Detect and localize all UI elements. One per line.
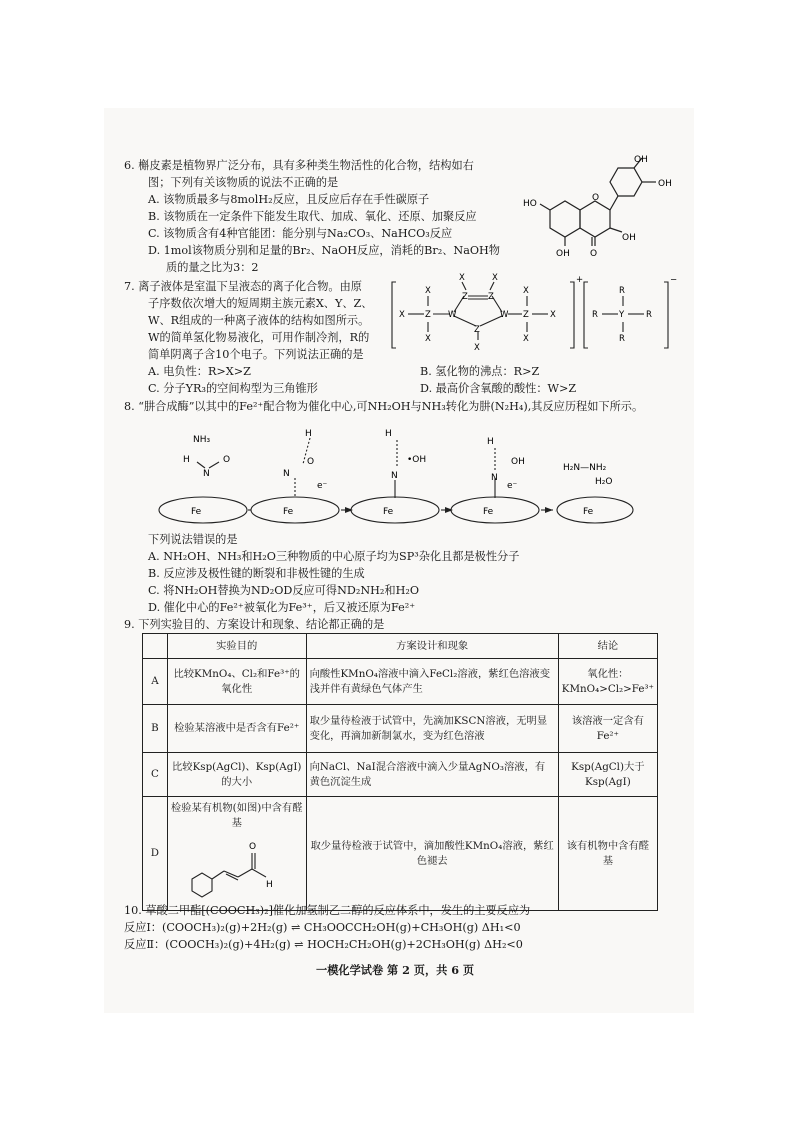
row-conclusion: 该有机物中含有醛基 [558,797,657,911]
q10-line1: 10. 草酸二甲酯[(COOCH₃)₂]催化加氢制乙二醇的反应体系中，发生的主要反应为 [124,904,531,917]
row-plan: 向NaCl、NaI混合溶液中滴入少量AgNO₃溶液，有黄色沉淀生成 [306,753,558,797]
r-label: R [619,334,625,344]
z-label: Z [523,310,529,320]
electron-label: e⁻ [507,481,518,491]
q7-line5: 简单阴离子含10个电子。下列说法正确的是 [148,348,364,361]
oh-label: OH [634,155,648,165]
quercetin-structure [510,148,700,268]
x-label: X [550,310,556,320]
row-goal: 检验某有机物(如图)中含有醛基 [170,802,303,829]
table-row [143,705,658,753]
q8-line1: 8. “肼合成酶”以其中的Fe²⁺配合物为催化中心,可NH₂OH与NH₃转化为肼(N₂H₄),其反应历程如下所示。 [124,400,644,413]
q8-option-b: B. 反应涉及极性键的断裂和非极性键的生成 [148,567,365,580]
fe-label: Fe [483,507,494,517]
z-label: Z [474,325,480,335]
q7-line4: W的简单氢化物易液化，可用作制冷剂，R的 [148,331,370,344]
z-label: Z [462,292,468,302]
cinnamaldehyde-structure [182,831,292,899]
fe-label: Fe [191,507,202,517]
electron-label: e⁻ [317,481,328,491]
ionic-liquid-structure [388,270,688,360]
q7-option-a: A. 电负性：R>X>Z [148,365,251,378]
water-label: H₂O [595,477,613,487]
table-row [143,797,658,911]
x-label: X [492,273,498,283]
row-key: D [143,797,168,911]
q6-line2: 图；下列有关该物质的说法不正确的是 [148,176,339,189]
q7-option-b: B. 氢化物的沸点：R>Z [420,365,540,378]
row-plan: 取少量待检液于试管中，滴加酸性KMnO₄溶液，紫红色褪去 [306,797,558,911]
hydrazine-label: H₂N—NH₂ [563,463,607,473]
n-label: N [283,469,290,479]
row-goal: 检验某溶液中是否含有Fe²⁺ [167,705,306,753]
row-plan: 取少量待检液于试管中，先滴加KSCN溶液，无明显变化，再滴加新制氯水，变为红色溶液 [306,705,558,753]
q6-option-c: C. 该物质含有4种官能团：能分别与Na₂CO₃、NaHCO₃反应 [148,227,453,240]
o-label: O [590,249,598,259]
oh-label: OH [658,179,672,189]
fe-label: Fe [383,507,394,517]
row-conclusion: 该溶液一定含有Fe²⁺ [558,705,657,753]
x-label: X [459,273,465,283]
r-label: R [592,310,598,320]
oh-radical-label: •OH [407,455,427,465]
x-label: X [523,286,529,296]
r-label: R [646,310,652,320]
o-label: O [307,457,315,467]
n-label: N [203,469,210,479]
row-goal: 比较KMnO₄、Cl₂和Fe³⁺的氧化性 [167,659,306,705]
o-label: O [223,455,231,465]
q6-option-a: A. 该物质最多与8molH₂反应，且反应后存在手性碳原子 [148,193,430,206]
w-label: W [448,310,457,320]
row-key: C [143,753,168,797]
col-header: 方案设计和现象 [306,634,558,659]
h-label: H [305,429,312,439]
q8-stem: 下列说法错误的是 [148,533,238,546]
oh-label: OH [511,457,525,467]
row-goal: 比较Ksp(AgCl)、Ksp(AgI)的大小 [167,753,306,797]
x-label: X [474,343,480,353]
n-label: N [391,471,398,481]
table-row [143,659,658,705]
r-label: R [619,286,625,296]
q6-line1: 6. 槲皮素是植物界广泛分布，具有多种类生物活性的化合物，结构如右 [124,159,474,172]
q7-line1: 7. 离子液体是室温下呈液态的离子化合物。由原 [124,280,362,293]
nh3-label: NH₃ [193,435,211,445]
row-key: B [143,705,168,753]
table-row [143,753,658,797]
h-label: H [385,429,392,439]
q7-option-d: D. 最高价含氧酸的酸性：W>Z [420,382,577,395]
q7-line3: W、R组成的一种离子液体的结构如图所示。 [148,314,370,327]
row-conclusion: 氧化性：KMnO₄>Cl₂>Fe³⁺ [558,659,657,705]
oh-label: OH [556,249,570,259]
x-label: X [399,310,405,320]
row-conclusion: Ksp(AgCl)大于Ksp(AgI) [558,753,657,797]
charge-plus: + [576,275,584,285]
x-label: X [523,334,529,344]
q10-reaction1: 反应Ⅰ：(COOCH₃)₂(g)+2H₂(g) ⇌ CH₃OOCCH₂OH(g)+CH₃OH(g) ΔH₁<0 [124,921,521,934]
hydrazine-mechanism-diagram [155,418,635,530]
q7-option-c: C. 分子YR₃的空间构型为三角锥形 [148,382,318,395]
q8-option-d: D. 催化中心的Fe²⁺被氧化为Fe³⁺，后又被还原为Fe²⁺ [148,601,416,614]
q6-option-d1: D. 1mol该物质分别和足量的Br₂、NaOH反应，消耗的Br₂、NaOH物 [148,244,500,257]
q6-option-b: B. 该物质在一定条件下能发生取代、加成、氧化、还原、加聚反应 [148,210,477,223]
y-label: Y [619,310,625,320]
x-label: X [425,286,431,296]
col-header: 实验目的 [167,634,306,659]
w-label: W [500,310,509,320]
charge-minus: − [670,275,678,285]
h-label: H [183,455,190,465]
table-header-row [143,634,658,659]
page-footer: 一模化学试卷 第 2 页，共 6 页 [316,963,475,977]
ho-label: HO [523,199,537,209]
o-label: O [248,842,256,852]
q9-line1: 9. 下列实验目的、方案设计和现象、结论都正确的是 [124,618,385,631]
col-header [143,634,168,659]
row-plan: 向酸性KMnO₄溶液中滴入FeCl₂溶液，紫红色溶液变浅并伴有黄绿色气体产生 [306,659,558,705]
o-label: O [592,193,600,203]
fe-label: Fe [583,507,594,517]
q7-line2: 子序数依次增大的短周期主族元素X、Y、Z、 [148,297,373,310]
q8-option-c: C. 将NH₂OH替换为ND₂OD反应可得ND₂NH₂和H₂O [148,584,419,597]
h-label: H [265,880,273,890]
q6-option-d2: 质的量之比为3：2 [166,261,259,274]
x-label: X [425,334,431,344]
z-label: Z [425,310,431,320]
col-header: 结论 [558,634,657,659]
n-label: N [491,473,498,483]
q10-reaction2: 反应Ⅱ：(COOCH₃)₂(g)+4H₂(g) ⇌ HOCH₂CH₂OH(g)+2CH₃OH(g) ΔH₂<0 [124,938,523,951]
z-label: Z [488,292,494,302]
row-key: A [143,659,168,705]
fe-label: Fe [283,507,294,517]
q8-option-a: A. NH₂OH、NH₃和H₂O三种物质的中心原子均为SP³杂化且都是极性分子 [148,550,520,563]
oh-label: OH [622,233,636,243]
experiment-table [142,633,658,911]
h-label: H [487,437,494,447]
